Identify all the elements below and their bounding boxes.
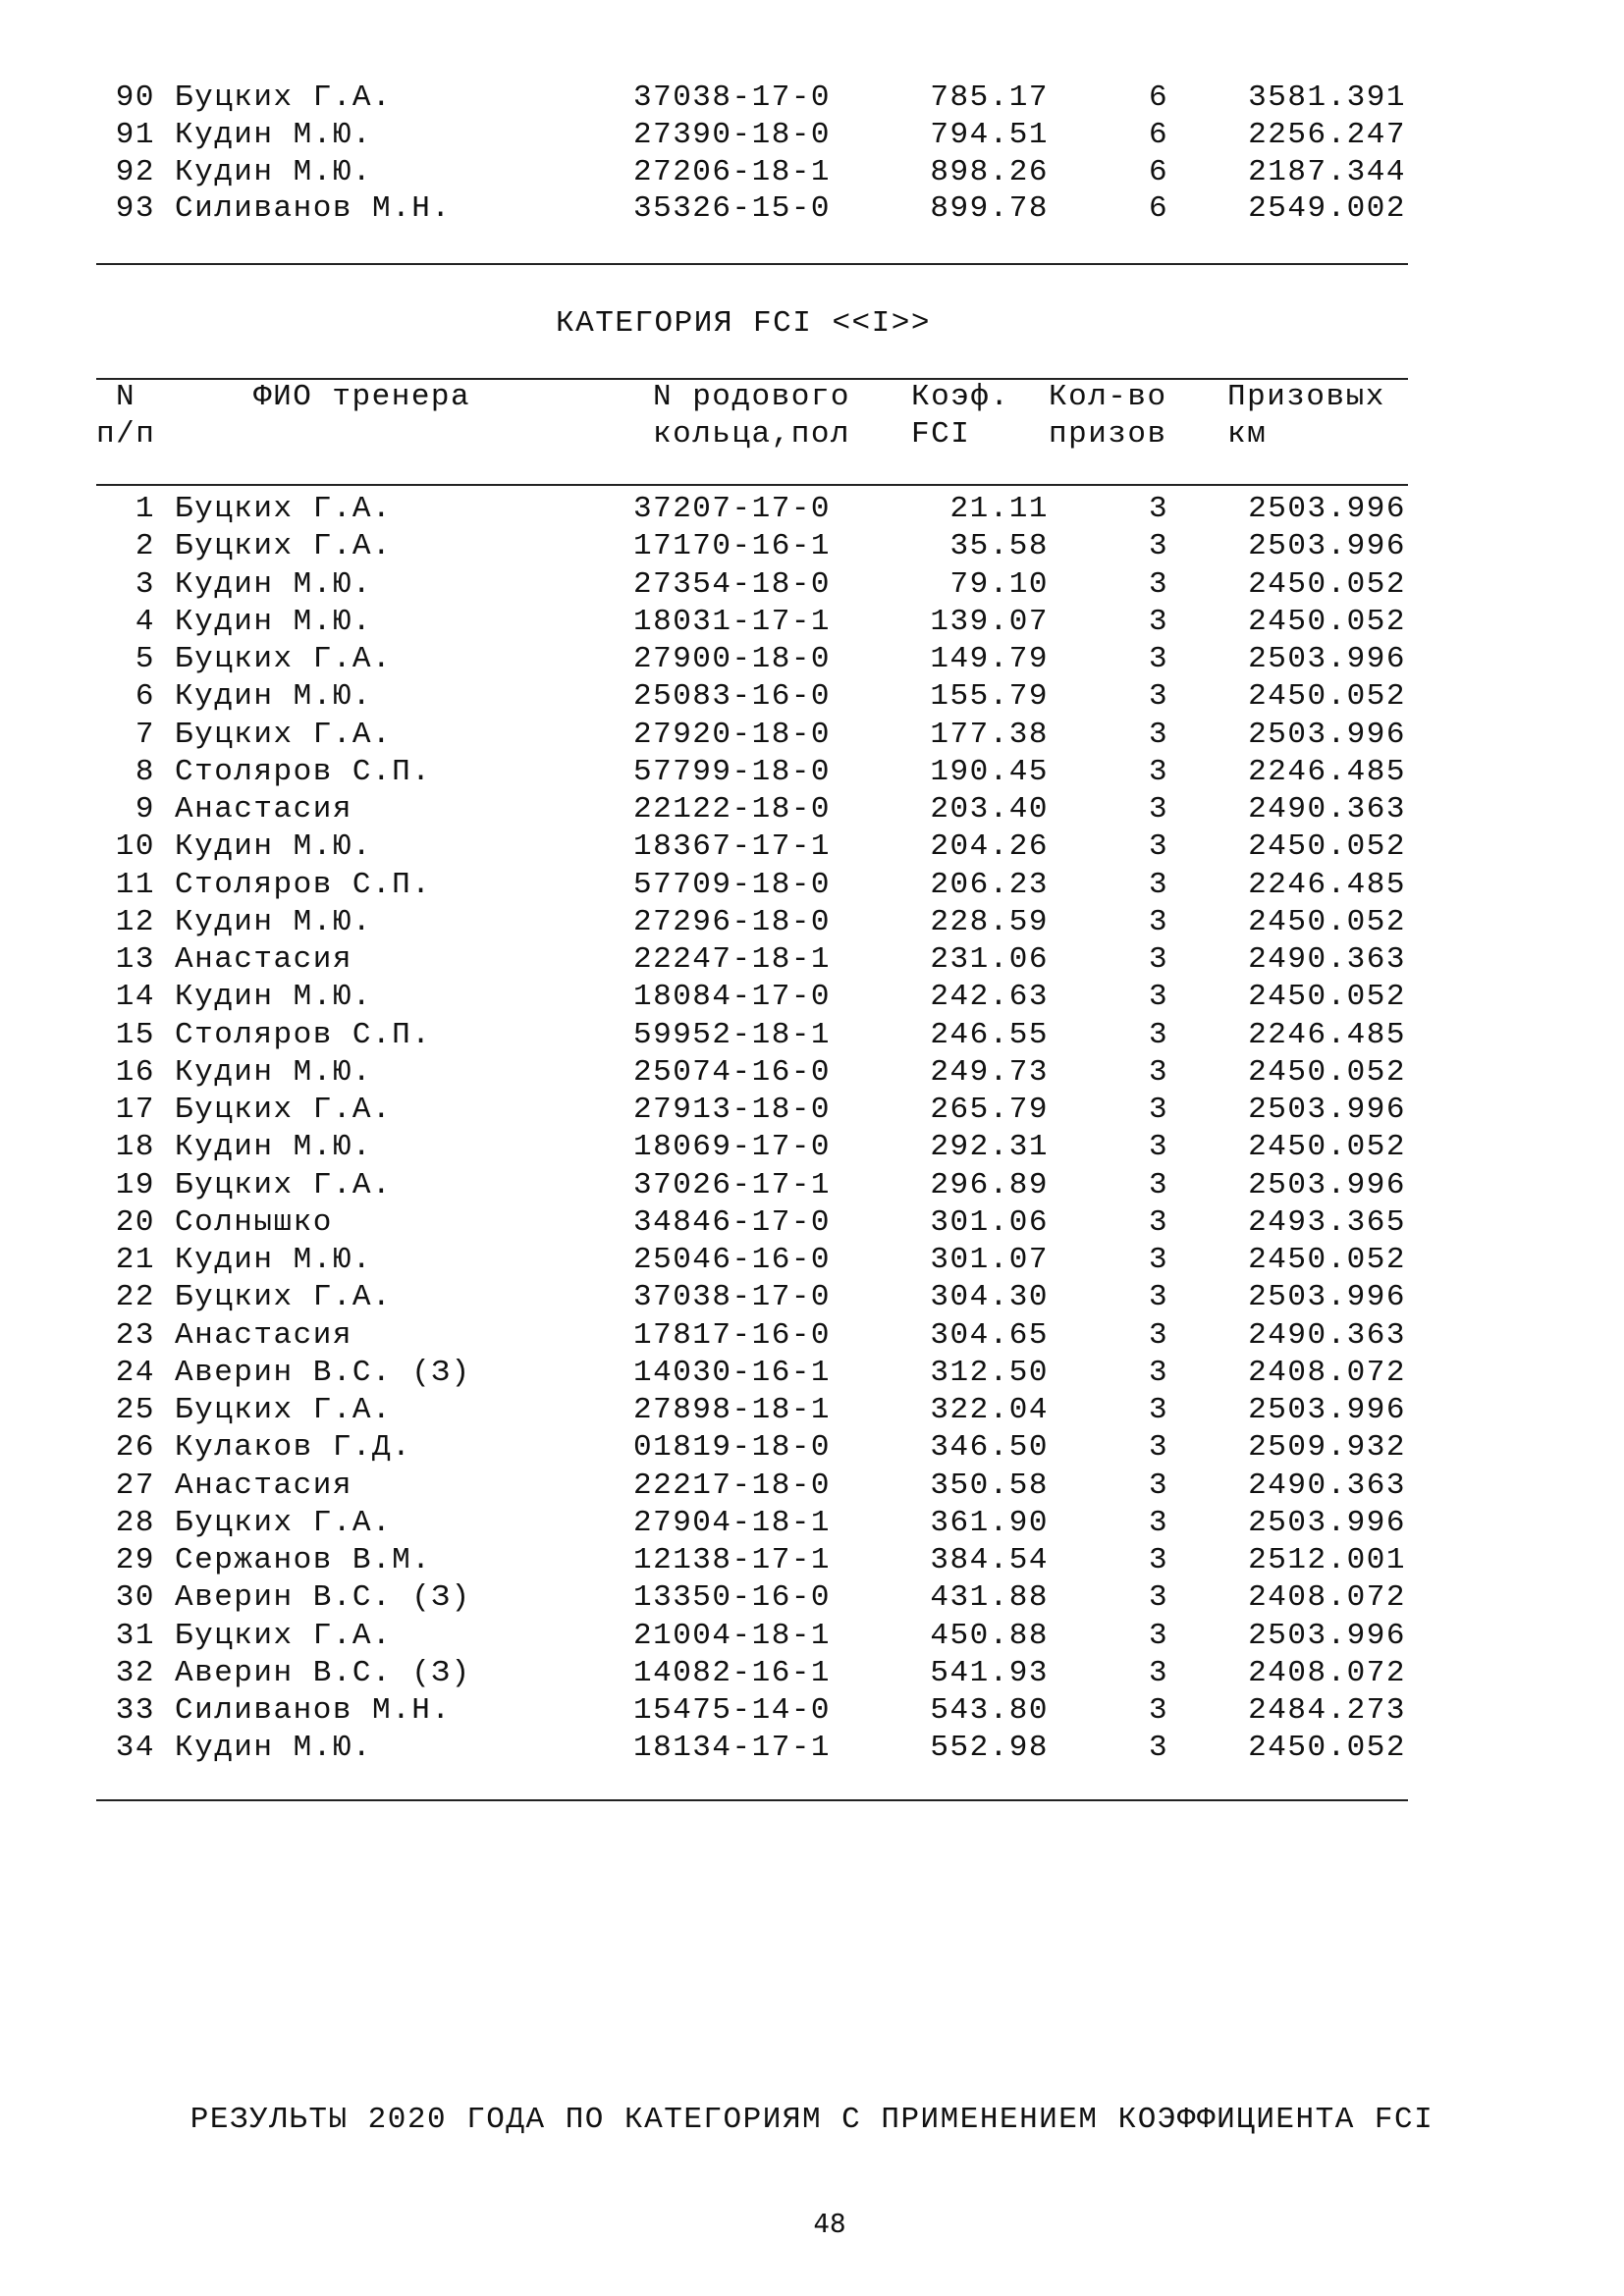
prize-km: 3581.391 (1248, 80, 1406, 115)
row-number: 23 (115, 1317, 155, 1353)
fci-coefficient: 149.79 (930, 642, 1049, 676)
prize-count: 3 (1148, 1280, 1169, 1315)
table-row (0, 528, 1624, 565)
trainer-name: Кудин М.Ю. (175, 829, 373, 865)
fci-coefficient: 21.11 (949, 492, 1049, 526)
prize-km: 2450.052 (1248, 829, 1406, 865)
table-row (0, 491, 1624, 528)
ring-number: 18084-17-0 (633, 980, 832, 1015)
table-row (0, 1092, 1624, 1129)
prize-count: 3 (1148, 1430, 1169, 1466)
divider-line (96, 263, 1408, 265)
prize-count: 3 (1148, 754, 1169, 789)
fci-coefficient: 242.63 (930, 980, 1049, 1015)
prize-km: 2450.052 (1248, 1054, 1406, 1090)
prize-km: 2450.052 (1248, 1243, 1406, 1277)
row-number: 24 (115, 1355, 155, 1390)
trainer-name: Буцких Г.А. (175, 1280, 393, 1315)
table-row (0, 1167, 1624, 1204)
prize-km: 2256.247 (1248, 117, 1406, 152)
ring-number: 18069-17-0 (633, 1130, 832, 1165)
header-coef-line2: FCI (911, 417, 971, 452)
trainer-name: Буцких Г.А. (175, 1505, 393, 1540)
row-number: 33 (115, 1693, 155, 1728)
row-number: 5 (135, 642, 155, 676)
trainer-name: Кудин М.Ю. (175, 566, 373, 602)
trainer-name: Солнышко (175, 1204, 333, 1240)
ring-number: 59952-18-1 (633, 1017, 832, 1052)
ring-number: 27206-18-1 (633, 154, 832, 189)
fci-coefficient: 35.58 (949, 529, 1049, 564)
fci-coefficient: 231.06 (930, 942, 1049, 977)
row-number: 31 (115, 1618, 155, 1653)
row-number: 93 (115, 191, 155, 227)
prize-count: 3 (1148, 904, 1169, 939)
fci-coefficient: 541.93 (930, 1655, 1049, 1690)
prize-km: 2408.072 (1248, 1655, 1406, 1690)
row-number: 28 (115, 1505, 155, 1540)
fci-coefficient: 312.50 (930, 1355, 1049, 1390)
prize-km: 2503.996 (1248, 1280, 1406, 1315)
trainer-name: Кудин М.Ю. (175, 904, 373, 939)
row-number: 25 (115, 1393, 155, 1427)
ring-number: 18134-17-1 (633, 1731, 832, 1766)
table-row (0, 717, 1624, 754)
ring-number: 34846-17-0 (633, 1204, 832, 1240)
fci-coefficient: 204.26 (930, 829, 1049, 865)
fci-coefficient: 384.54 (930, 1543, 1049, 1577)
trainer-name: Буцких Г.А. (175, 529, 393, 564)
prize-km: 2503.996 (1248, 1393, 1406, 1427)
prize-count: 3 (1148, 566, 1169, 602)
row-number: 13 (115, 942, 155, 977)
table-bottom-rule (96, 1799, 1408, 1801)
trainer-name: Столяров С.П. (175, 1017, 432, 1052)
prize-count: 3 (1148, 1505, 1169, 1540)
fci-coefficient: 301.06 (930, 1204, 1049, 1240)
ring-number: 27920-18-0 (633, 717, 832, 752)
trainer-name: Кудин М.Ю. (175, 1130, 373, 1165)
prize-km: 2503.996 (1248, 1093, 1406, 1127)
header-ring-line2: кольца,пол (653, 417, 851, 452)
prize-count: 3 (1148, 1317, 1169, 1353)
trainer-name: Кудин М.Ю. (175, 117, 373, 152)
table-row (0, 154, 1624, 191)
prize-km: 2246.485 (1248, 1017, 1406, 1052)
ring-number: 27296-18-0 (633, 904, 832, 939)
table-row (0, 1618, 1624, 1655)
table-row (0, 117, 1624, 154)
prize-count: 3 (1148, 1355, 1169, 1390)
ring-number: 27900-18-0 (633, 642, 832, 676)
header-trainer-name: ФИО тренера (253, 380, 471, 414)
trainer-name: Буцких Г.А. (175, 1393, 393, 1427)
row-number: 9 (135, 792, 155, 827)
header-km-line1: Призовых (1227, 380, 1385, 414)
prize-count: 3 (1148, 1580, 1169, 1616)
header-count-line2: призов (1049, 417, 1167, 452)
trainer-name: Кудин М.Ю. (175, 980, 373, 1015)
prize-count: 3 (1148, 942, 1169, 977)
row-number: 22 (115, 1280, 155, 1315)
fci-coefficient: 249.73 (930, 1054, 1049, 1090)
row-number: 92 (115, 154, 155, 189)
row-number: 15 (115, 1017, 155, 1052)
trainer-name: Буцких Г.А. (175, 80, 393, 115)
ring-number: 18031-17-1 (633, 604, 832, 639)
trainer-name: Буцких Г.А. (175, 717, 393, 752)
fci-coefficient: 899.78 (930, 191, 1049, 227)
trainer-name: Кудин М.Ю. (175, 1731, 373, 1766)
ring-number: 27898-18-1 (633, 1393, 832, 1427)
table-row (0, 904, 1624, 941)
row-number: 91 (115, 117, 155, 152)
prize-count: 3 (1148, 1017, 1169, 1052)
fci-coefficient: 296.89 (930, 1167, 1049, 1202)
ring-number: 22247-18-1 (633, 942, 832, 977)
ring-number: 27390-18-0 (633, 117, 832, 152)
prize-count: 3 (1148, 1054, 1169, 1090)
ring-number: 14030-16-1 (633, 1355, 832, 1390)
prize-count: 6 (1148, 80, 1169, 115)
prize-count: 3 (1148, 1167, 1169, 1202)
prize-count: 6 (1148, 154, 1169, 189)
table-row (0, 1054, 1624, 1092)
fci-coefficient: 794.51 (930, 117, 1049, 152)
row-number: 26 (115, 1430, 155, 1466)
table-row (0, 754, 1624, 791)
page-number: 48 (813, 2210, 846, 2239)
prize-km: 2484.273 (1248, 1693, 1406, 1728)
table-row (0, 1242, 1624, 1279)
row-number: 4 (135, 604, 155, 639)
prize-count: 3 (1148, 1543, 1169, 1577)
prize-km: 2503.996 (1248, 529, 1406, 564)
table-row (0, 80, 1624, 117)
prize-km: 2408.072 (1248, 1580, 1406, 1616)
prize-km: 2450.052 (1248, 1731, 1406, 1766)
table-row (0, 1655, 1624, 1692)
header-n-line1: N (116, 380, 136, 414)
fci-coefficient: 265.79 (930, 1093, 1049, 1127)
header-count-line1: Кол-во (1049, 380, 1167, 414)
row-number: 3 (135, 566, 155, 602)
table-row (0, 1579, 1624, 1617)
fci-coefficient: 203.40 (930, 792, 1049, 827)
row-number: 8 (135, 754, 155, 789)
table-header-bottom-rule (96, 484, 1408, 486)
ring-number: 25046-16-0 (633, 1243, 832, 1277)
row-number: 30 (115, 1580, 155, 1616)
trainer-name: Столяров С.П. (175, 754, 432, 789)
prize-count: 3 (1148, 604, 1169, 639)
prize-count: 6 (1148, 191, 1169, 227)
fci-coefficient: 228.59 (930, 904, 1049, 939)
fci-coefficient: 301.07 (930, 1243, 1049, 1277)
table-row (0, 678, 1624, 716)
prize-km: 2490.363 (1248, 792, 1406, 827)
fci-coefficient: 79.10 (949, 566, 1049, 602)
table-row (0, 1317, 1624, 1355)
prize-count: 3 (1148, 1693, 1169, 1728)
row-number: 1 (135, 492, 155, 526)
table-row (0, 604, 1624, 641)
trainer-name: Анастасия (175, 792, 352, 827)
prize-count: 3 (1148, 1731, 1169, 1766)
fci-coefficient: 898.26 (930, 154, 1049, 189)
row-number: 10 (115, 829, 155, 865)
fci-coefficient: 552.98 (930, 1731, 1049, 1766)
row-number: 2 (135, 529, 155, 564)
ring-number: 13350-16-0 (633, 1580, 832, 1616)
ring-number: 57709-18-0 (633, 867, 832, 902)
table-row (0, 1505, 1624, 1542)
table-row (0, 1279, 1624, 1316)
fci-coefficient: 361.90 (930, 1505, 1049, 1540)
trainer-name: Кудин М.Ю. (175, 604, 373, 639)
trainer-name: Аверин В.С. (З) (175, 1580, 471, 1616)
trainer-name: Кулаков Г.Д. (175, 1430, 412, 1466)
ring-number: 17817-16-0 (633, 1317, 832, 1353)
ring-number: 14082-16-1 (633, 1655, 832, 1690)
ring-number: 12138-17-1 (633, 1543, 832, 1577)
fci-coefficient: 431.88 (930, 1580, 1049, 1616)
row-number: 21 (115, 1243, 155, 1277)
fci-coefficient: 139.07 (930, 604, 1049, 639)
table-row (0, 1692, 1624, 1730)
prize-count: 3 (1148, 1093, 1169, 1127)
prize-count: 3 (1148, 1618, 1169, 1653)
fci-coefficient: 292.31 (930, 1130, 1049, 1165)
row-number: 17 (115, 1093, 155, 1127)
ring-number: 57799-18-0 (633, 754, 832, 789)
table-row (0, 979, 1624, 1016)
row-number: 6 (135, 679, 155, 715)
row-number: 14 (115, 980, 155, 1015)
prize-km: 2450.052 (1248, 904, 1406, 939)
ring-number: 15475-14-0 (633, 1693, 832, 1728)
header-km-line2: км (1227, 417, 1268, 452)
table-row (0, 190, 1624, 228)
fci-coefficient: 177.38 (930, 717, 1049, 752)
ring-number: 35326-15-0 (633, 191, 832, 227)
prize-km: 2450.052 (1248, 604, 1406, 639)
row-number: 7 (135, 717, 155, 752)
trainer-name: Кудин М.Ю. (175, 154, 373, 189)
prize-km: 2503.996 (1248, 1618, 1406, 1653)
trainer-name: Буцких Г.А. (175, 1167, 393, 1202)
ring-number: 25083-16-0 (633, 679, 832, 715)
table-row (0, 566, 1624, 604)
prize-count: 3 (1148, 980, 1169, 1015)
prize-count: 3 (1148, 792, 1169, 827)
prize-count: 3 (1148, 1243, 1169, 1277)
ring-number: 21004-18-1 (633, 1618, 832, 1653)
prize-km: 2246.485 (1248, 867, 1406, 902)
trainer-name: Буцких Г.А. (175, 642, 393, 676)
ring-number: 37026-17-1 (633, 1167, 832, 1202)
fci-coefficient: 543.80 (930, 1693, 1049, 1728)
row-number: 16 (115, 1054, 155, 1090)
row-number: 90 (115, 80, 155, 115)
header-ring-line1: N родового (653, 380, 851, 414)
row-number: 27 (115, 1468, 155, 1503)
trainer-name: Кудин М.Ю. (175, 1243, 373, 1277)
table-row (0, 641, 1624, 678)
table-row (0, 867, 1624, 904)
prize-count: 3 (1148, 492, 1169, 526)
trainer-name: Буцких Г.А. (175, 1618, 393, 1653)
prize-count: 3 (1148, 679, 1169, 715)
table-row (0, 1429, 1624, 1467)
table-row (0, 1730, 1624, 1767)
row-number: 12 (115, 904, 155, 939)
fci-coefficient: 190.45 (930, 754, 1049, 789)
row-number: 20 (115, 1204, 155, 1240)
prize-km: 2490.363 (1248, 942, 1406, 977)
prize-km: 2450.052 (1248, 980, 1406, 1015)
prize-km: 2408.072 (1248, 1355, 1406, 1390)
prize-count: 3 (1148, 829, 1169, 865)
fci-coefficient: 450.88 (930, 1618, 1049, 1653)
trainer-name: Анастасия (175, 1317, 352, 1353)
fci-coefficient: 346.50 (930, 1430, 1049, 1466)
prize-km: 2512.001 (1248, 1543, 1406, 1577)
prize-km: 2450.052 (1248, 566, 1406, 602)
trainer-name: Силиванов М.Н. (175, 191, 452, 227)
ring-number: 22217-18-0 (633, 1468, 832, 1503)
trainer-name: Сержанов В.М. (175, 1543, 432, 1577)
table-row (0, 828, 1624, 866)
trainer-name: Кудин М.Ю. (175, 1054, 373, 1090)
fci-coefficient: 785.17 (930, 80, 1049, 115)
prize-km: 2187.344 (1248, 154, 1406, 189)
prize-km: 2509.932 (1248, 1430, 1406, 1466)
prize-count: 3 (1148, 1393, 1169, 1427)
table-row (0, 1129, 1624, 1166)
trainer-name: Столяров С.П. (175, 867, 432, 902)
fci-coefficient: 322.04 (930, 1393, 1049, 1427)
trainer-name: Силиванов М.Н. (175, 1693, 452, 1728)
prize-km: 2450.052 (1248, 679, 1406, 715)
prize-km: 2503.996 (1248, 642, 1406, 676)
prize-km: 2503.996 (1248, 1505, 1406, 1540)
category-title: КАТЕГОРИЯ FCI <<I>> (556, 306, 931, 341)
trainer-name: Анастасия (175, 942, 352, 977)
trainer-name: Кудин М.Ю. (175, 679, 373, 715)
table-row (0, 1355, 1624, 1392)
ring-number: 17170-16-1 (633, 529, 832, 564)
row-number: 32 (115, 1655, 155, 1690)
row-number: 19 (115, 1167, 155, 1202)
header-coef-line1: Коэф. (911, 380, 1010, 414)
trainer-name: Буцких Г.А. (175, 1093, 393, 1127)
trainer-name: Буцких Г.А. (175, 492, 393, 526)
ring-number: 27913-18-0 (633, 1093, 832, 1127)
ring-number: 18367-17-1 (633, 829, 832, 865)
table-row (0, 1017, 1624, 1054)
ring-number: 25074-16-0 (633, 1054, 832, 1090)
prize-km: 2490.363 (1248, 1317, 1406, 1353)
ring-number: 37038-17-0 (633, 80, 832, 115)
prize-count: 3 (1148, 1468, 1169, 1503)
footer-title: РЕЗУЛЬТЫ 2020 ГОДА ПО КАТЕГОРИЯМ С ПРИМЕНЕНИЕМ КОЭФФИЦИЕНТА FCI (189, 2103, 1435, 2137)
prize-km: 2503.996 (1248, 1167, 1406, 1202)
fci-coefficient: 304.65 (930, 1317, 1049, 1353)
trainer-name: Аверин В.С. (З) (175, 1355, 471, 1390)
ring-number: 37207-17-0 (633, 492, 832, 526)
prize-km: 2490.363 (1248, 1468, 1406, 1503)
row-number: 29 (115, 1543, 155, 1577)
prize-count: 3 (1148, 867, 1169, 902)
header-n-line2: п/п (96, 417, 156, 452)
prize-count: 3 (1148, 1204, 1169, 1240)
fci-coefficient: 206.23 (930, 867, 1049, 902)
row-number: 34 (115, 1731, 155, 1766)
row-number: 11 (115, 867, 155, 902)
prize-km: 2493.365 (1248, 1204, 1406, 1240)
ring-number: 37038-17-0 (633, 1280, 832, 1315)
prize-km: 2450.052 (1248, 1130, 1406, 1165)
table-row (0, 1204, 1624, 1242)
prize-count: 6 (1148, 117, 1169, 152)
prize-count: 3 (1148, 1130, 1169, 1165)
ring-number: 01819-18-0 (633, 1430, 832, 1466)
prize-km: 2549.002 (1248, 191, 1406, 227)
table-row (0, 1392, 1624, 1429)
table-row (0, 1468, 1624, 1505)
prize-count: 3 (1148, 642, 1169, 676)
ring-number: 22122-18-0 (633, 792, 832, 827)
prize-km: 2503.996 (1248, 717, 1406, 752)
prize-count: 3 (1148, 717, 1169, 752)
prize-count: 3 (1148, 529, 1169, 564)
ring-number: 27354-18-0 (633, 566, 832, 602)
fci-coefficient: 350.58 (930, 1468, 1049, 1503)
trainer-name: Аверин В.С. (З) (175, 1655, 471, 1690)
prize-km: 2503.996 (1248, 492, 1406, 526)
table-row (0, 1542, 1624, 1579)
fci-coefficient: 246.55 (930, 1017, 1049, 1052)
table-row (0, 791, 1624, 828)
prize-count: 3 (1148, 1655, 1169, 1690)
fci-coefficient: 304.30 (930, 1280, 1049, 1315)
table-row (0, 941, 1624, 979)
prize-km: 2246.485 (1248, 754, 1406, 789)
row-number: 18 (115, 1130, 155, 1165)
trainer-name: Анастасия (175, 1468, 352, 1503)
fci-coefficient: 155.79 (930, 679, 1049, 715)
ring-number: 27904-18-1 (633, 1505, 832, 1540)
